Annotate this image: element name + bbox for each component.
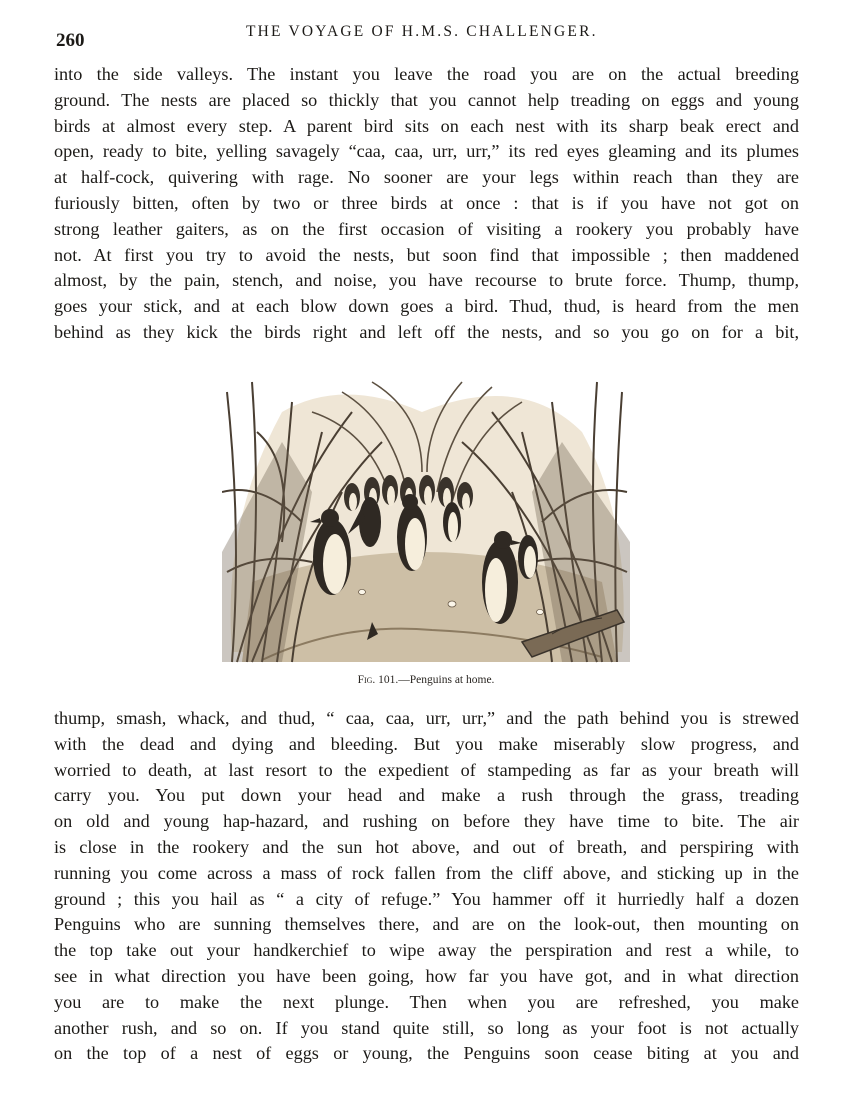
text-line: birds at almost every step. A parent bird sits on each nest with its sharp beak erect and bbox=[54, 115, 799, 136]
figure-caption bbox=[222, 674, 630, 686]
text-line: not. At first you try to avoid the nests, but soon find that impossible ; then maddened bbox=[54, 244, 799, 265]
figure-penguins bbox=[222, 372, 630, 686]
text-line: carry you. You put down your head and make a rush through the grass, treading bbox=[54, 785, 799, 806]
text-line: strong leather gaiters, as on the first occasion of visiting a rookery you probably have bbox=[54, 218, 799, 239]
text-line: open, ready to bite, yelling savagely “caa, caa, urr, urr,” its red eyes gleaming and its plumes bbox=[54, 141, 799, 162]
text-line: on the top of a nest of eggs or young, the Penguins soon cease biting at you and bbox=[54, 1043, 799, 1064]
figure-label: Fig. 101. bbox=[357, 674, 399, 686]
penguins-illustration bbox=[222, 372, 630, 667]
text-line: furiously bitten, often by two or three birds at once : that is if you have not got on bbox=[54, 192, 799, 213]
text-line: on old and young hap-hazard, and rushing on before they have time to bite. The air bbox=[54, 811, 799, 832]
text-line: ground ; this you hail as “ a city of refuge.” You hammer off it hurriedly half a dozen bbox=[54, 888, 799, 909]
text-line: Penguins who are sunning themselves there, and are on the look-out, then mounting on bbox=[54, 914, 799, 935]
text-line: goes your stick, and at each blow down goes a bird. Thud, thud, is heard from the men bbox=[54, 296, 799, 317]
text-line: with the dead and dying and bleeding. But you make miserably slow progress, and bbox=[54, 733, 799, 754]
text-line: another rush, and so on. If you stand quite still, so long as your foot is not actually bbox=[54, 1017, 799, 1038]
text-line: almost, by the pain, stench, and noise, you have recourse to brute force. Thump, thump, bbox=[54, 270, 799, 291]
text-line: thump, smash, whack, and thud, “ caa, caa, urr, urr,” and the path behind you is strewed bbox=[54, 708, 799, 728]
text-line: is close in the rookery and the sun hot above, and out of breath, and perspiring with bbox=[54, 836, 799, 857]
page-header bbox=[56, 22, 798, 52]
text-line: at half-cock, quivering with rage. No sooner are your legs within reach than they are bbox=[54, 167, 799, 188]
figure-title: —Penguins at home. bbox=[398, 674, 495, 686]
text-line: running you come across a mass of rock fallen from the cliff above, and sticking up in the bbox=[54, 862, 799, 883]
page-number: 260 bbox=[56, 30, 85, 51]
text-line: the top take out your handkerchief to wipe away the perspiration and rest a while, to bbox=[54, 940, 799, 961]
text-line: ground. The nests are placed so thickly that you cannot help treading on eggs and young bbox=[54, 89, 799, 110]
text-line: into the side valleys. The instant you leave the road you are on the actual breeding bbox=[54, 64, 799, 84]
paragraph-top bbox=[54, 62, 799, 346]
text-line: you are to make the next plunge. Then when you are refreshed, you make bbox=[54, 991, 799, 1012]
text-line: behind as they kick the birds right and left off the nests, and so you go on for a bit, bbox=[54, 321, 799, 342]
paragraph-bottom bbox=[54, 706, 799, 1067]
text-line: worried to death, at last resort to the expedient of stampeding as far as your breath will bbox=[54, 759, 799, 780]
running-title: THE VOYAGE OF H.M.S. CHALLENGER. bbox=[246, 23, 598, 40]
text-line: see in what direction you have been going, how far you have got, and in what direction bbox=[54, 965, 799, 986]
